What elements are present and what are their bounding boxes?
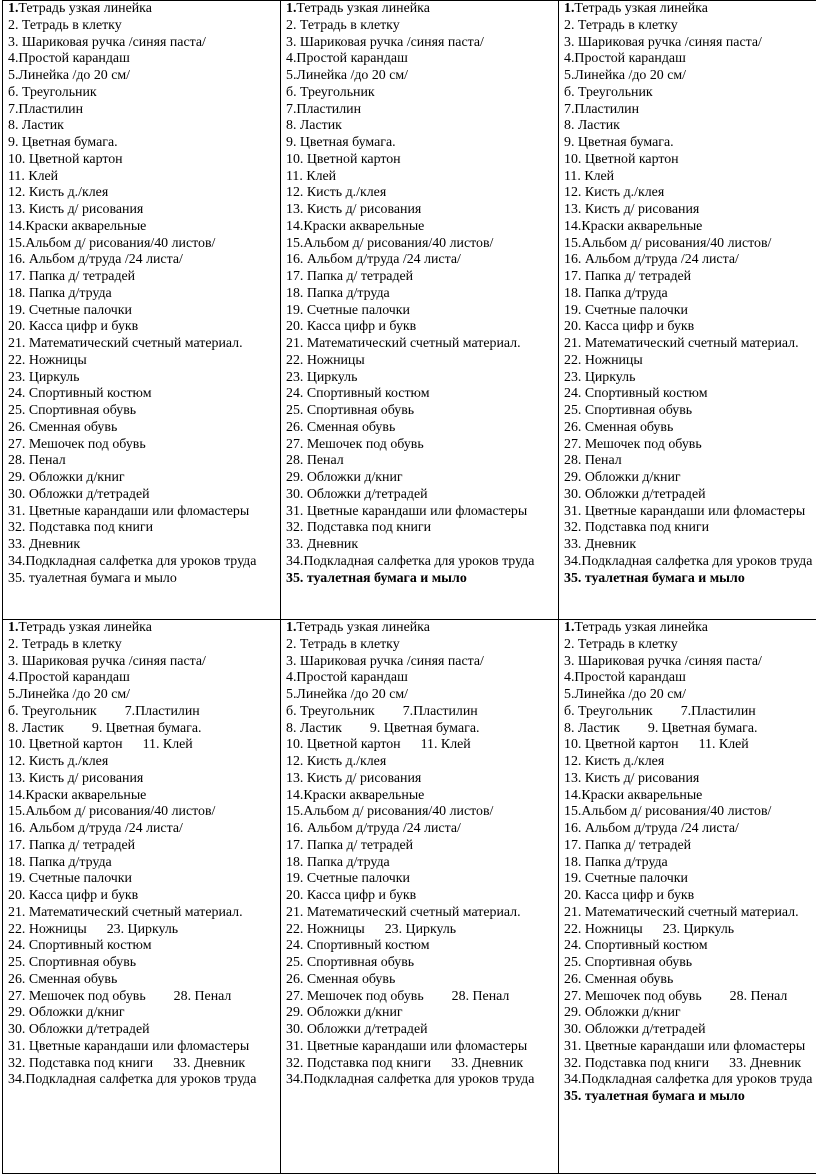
list-item: 29. Обложки д/книг <box>564 1005 681 1021</box>
list-item: 18. Папка д/труда <box>564 854 668 870</box>
list-item: 34.Подкладная салфетка для уроков труда <box>8 553 257 569</box>
list-item: 4.Простой карандаш <box>564 51 686 67</box>
list-item: 4.Простой карандаш <box>8 51 130 67</box>
list-item: 20. Касса цифр и букв <box>286 319 417 335</box>
list-item: 24. Спортивный костюм <box>564 938 708 954</box>
list-item: 18. Папка д/труда <box>8 854 112 870</box>
list-item: 24. Спортивный костюм <box>564 386 708 402</box>
list-item: 19. Счетные палочки <box>564 871 688 887</box>
list-item: 26. Сменная обувь <box>286 971 396 987</box>
list-item: 27. Мешочек под обувь 28. Пенал <box>286 988 510 1004</box>
list-item: б. Треугольник <box>564 84 653 100</box>
list-item: 29. Обложки д/книг <box>8 1005 125 1021</box>
list-item: 12. Кисть д./клея <box>564 185 665 201</box>
list-cell <box>3 620 281 1174</box>
list-item: 26. Сменная обувь <box>8 971 118 987</box>
list-item: 16. Альбом д/труда /24 листа/ <box>564 821 739 836</box>
list-item: 9. Цветная бумага. <box>564 135 674 150</box>
list-item: 33. Дневник <box>564 537 637 552</box>
table-row <box>3 620 816 1174</box>
list-item: 26. Сменная обувь <box>564 419 674 435</box>
list-item: 21. Математический счетный материал. <box>8 336 243 351</box>
list-item: 21. Математический счетный материал. <box>564 904 799 920</box>
list-item: б. Треугольник <box>8 84 97 100</box>
list-item: 24. Спортивный костюм <box>286 938 430 954</box>
list-item: 11. Клей <box>286 168 337 184</box>
list-item: 13. Кисть д/ рисования <box>286 770 422 786</box>
list-item: 32. Подставка под книги 33. Дневник <box>8 1055 246 1071</box>
list-item: 33. Дневник <box>8 537 81 552</box>
list-item: 2. Тетрадь в клетку <box>564 17 678 33</box>
list-item: 22. Ножницы 23. Циркуль <box>286 921 457 937</box>
list-item: 4.Простой карандаш <box>286 670 408 686</box>
list-item: 15.Альбом д/ рисования/40 листов/ <box>286 804 494 820</box>
list-item: 5.Линейка /до 20 см/ <box>8 68 131 83</box>
list-item: 30. Обложки д/тетрадей <box>286 486 428 502</box>
list-item: 18. Папка д/труда <box>286 285 390 301</box>
list-item: 22. Ножницы <box>564 352 643 368</box>
list-item: 22. Ножницы 23. Циркуль <box>8 921 179 937</box>
list-item: 33. Дневник <box>286 537 359 552</box>
list-item: 4.Простой карандаш <box>564 670 686 686</box>
list-item: 20. Касса цифр и букв <box>286 888 417 903</box>
list-item: 8. Ластик 9. Цветная бумага. <box>8 720 202 736</box>
list-item: 21. Математический счетный материал. <box>564 336 799 351</box>
list-item: 3. Шариковая ручка /синяя паста/ <box>286 34 484 50</box>
list-item: 17. Папка д/ тетрадей <box>286 837 414 853</box>
list-item: 8. Ластик <box>564 118 620 134</box>
list-item: 7.Пластилин <box>286 101 362 117</box>
list-item: 10. Цветной картон 11. Клей <box>8 737 193 753</box>
list-item: 23. Циркуль <box>8 369 80 385</box>
list-item: 17. Папка д/ тетрадей <box>8 269 136 284</box>
list-item: 3. Шариковая ручка /синяя паста/ <box>8 653 206 669</box>
list-item: 5.Линейка /до 20 см/ <box>286 687 409 702</box>
list-item: 29. Обложки д/книг <box>8 470 125 485</box>
list-item: 30. Обложки д/тетрадей <box>564 1022 706 1037</box>
list-item: 2. Тетрадь в клетку <box>8 636 122 652</box>
list-item: 16. Альбом д/труда /24 листа/ <box>8 821 183 836</box>
document-page <box>2 0 814 1175</box>
list-item: 8. Ластик 9. Цветная бумага. <box>564 720 758 736</box>
list-item: 24. Спортивный костюм <box>8 386 152 402</box>
list-cell <box>3 1 281 620</box>
list-item: 19. Счетные палочки <box>564 302 688 318</box>
list-cell <box>559 1 816 620</box>
list-item: 10. Цветной картон 11. Клей <box>286 737 471 753</box>
list-item: 32. Подставка под книги 33. Дневник <box>286 1055 524 1071</box>
list-item: 29. Обложки д/книг <box>286 1005 403 1021</box>
list-item: 27. Мешочек под обувь 28. Пенал <box>564 988 788 1004</box>
list-item: 14.Краски акварельные <box>286 787 425 803</box>
list-item: 1.Тетрадь узкая линейка <box>564 620 708 635</box>
list-item: 32. Подставка под книги <box>564 520 710 536</box>
list-item: 30. Обложки д/тетрадей <box>8 1022 150 1037</box>
list-item: 31. Цветные карандаши или фломастеры <box>8 1038 250 1054</box>
list-item: 25. Спортивная обувь <box>286 403 415 418</box>
list-item: 1.Тетрадь узкая линейка <box>8 1 152 16</box>
list-item: 35. туалетная бумага и мыло <box>564 1089 745 1104</box>
list-item: 16. Альбом д/труда /24 листа/ <box>564 252 739 268</box>
list-item: 13. Кисть д/ рисования <box>8 770 144 786</box>
list-item: 34.Подкладная салфетка для уроков труда <box>286 553 535 569</box>
list-item: 31. Цветные карандаши или фломастеры <box>564 503 806 519</box>
list-item: 2. Тетрадь в клетку <box>286 17 400 33</box>
list-item: б. Треугольник 7.Пластилин <box>8 703 200 719</box>
list-item: 30. Обложки д/тетрадей <box>8 486 150 502</box>
list-item: 28. Пенал <box>8 453 66 469</box>
list-item: 30. Обложки д/тетрадей <box>286 1022 428 1037</box>
list-item: 24. Спортивный костюм <box>8 938 152 954</box>
list-item: 31. Цветные карандаши или фломастеры <box>564 1038 806 1054</box>
list-cell <box>559 620 816 1174</box>
list-item: 22. Ножницы 23. Циркуль <box>564 921 735 937</box>
list-item: 14.Краски акварельные <box>8 787 147 803</box>
list-item: 5.Линейка /до 20 см/ <box>8 687 131 702</box>
list-item: 12. Кисть д./клея <box>286 754 387 769</box>
list-item: 31. Цветные карандаши или фломастеры <box>8 503 250 519</box>
list-item: 14.Краски акварельные <box>564 218 703 234</box>
list-item: 34.Подкладная салфетка для уроков труда <box>286 1072 535 1088</box>
list-item: 32. Подставка под книги <box>8 520 154 536</box>
list-item: 10. Цветной картон <box>8 151 123 167</box>
list-item: 16. Альбом д/труда /24 листа/ <box>286 252 461 268</box>
list-item: 5.Линейка /до 20 см/ <box>564 687 687 702</box>
list-item: 15.Альбом д/ рисования/40 листов/ <box>564 804 772 820</box>
list-item: 17. Папка д/ тетрадей <box>564 269 692 284</box>
list-item: 25. Спортивная обувь <box>286 955 415 970</box>
list-item: 13. Кисть д/ рисования <box>564 202 700 217</box>
list-cell <box>281 1 559 620</box>
list-item: 27. Мешочек под обувь <box>286 436 424 452</box>
list-item: 18. Папка д/труда <box>564 285 668 301</box>
list-item: 28. Пенал <box>564 453 622 469</box>
list-item: 29. Обложки д/книг <box>564 470 681 485</box>
list-item: 34.Подкладная салфетка для уроков труда <box>564 553 813 569</box>
list-item: 3. Шариковая ручка /синяя паста/ <box>286 653 484 669</box>
list-item: 15.Альбом д/ рисования/40 листов/ <box>564 235 772 251</box>
list-item: 18. Папка д/труда <box>8 285 112 301</box>
list-item: 17. Папка д/ тетрадей <box>8 837 136 853</box>
list-item: 3. Шариковая ручка /синяя паста/ <box>8 34 206 50</box>
list-item: 19. Счетные палочки <box>8 302 132 318</box>
list-item: 14.Краски акварельные <box>8 218 147 234</box>
list-item: 16. Альбом д/труда /24 листа/ <box>286 821 461 836</box>
list-item: 12. Кисть д./клея <box>286 185 387 201</box>
list-item: 4.Простой карандаш <box>8 670 130 686</box>
list-item: 25. Спортивная обувь <box>564 955 693 970</box>
list-item: 25. Спортивная обувь <box>8 955 137 970</box>
list-item: 19. Счетные палочки <box>286 302 410 318</box>
list-item: 2. Тетрадь в клетку <box>286 636 400 652</box>
list-item: 9. Цветная бумага. <box>8 135 118 150</box>
list-item: 12. Кисть д./клея <box>8 185 109 201</box>
list-item: 7.Пластилин <box>8 101 84 117</box>
list-item: 8. Ластик <box>8 118 64 134</box>
list-item: 34.Подкладная салфетка для уроков труда <box>8 1072 257 1088</box>
list-item: 13. Кисть д/ рисования <box>564 770 700 786</box>
list-item: 11. Клей <box>8 168 59 184</box>
supply-list-table <box>2 0 816 1174</box>
list-item: 20. Касса цифр и букв <box>8 319 139 335</box>
list-item: 13. Кисть д/ рисования <box>286 202 422 217</box>
list-item: 31. Цветные карандаши или фломастеры <box>286 503 528 519</box>
list-item: б. Треугольник <box>286 84 375 100</box>
list-item: 8. Ластик <box>286 118 342 134</box>
list-item: 10. Цветной картон 11. Клей <box>564 737 749 753</box>
list-item: 35. туалетная бумага и мыло <box>564 570 745 586</box>
list-item: 13. Кисть д/ рисования <box>8 202 144 217</box>
list-item: б. Треугольник 7.Пластилин <box>564 703 756 719</box>
list-item: 19. Счетные палочки <box>8 871 132 887</box>
list-item: 15.Альбом д/ рисования/40 листов/ <box>8 235 216 251</box>
list-item: 3. Шариковая ручка /синяя паста/ <box>564 34 762 50</box>
list-item: 11. Клей <box>564 168 615 184</box>
list-item: 21. Математический счетный материал. <box>286 336 521 351</box>
list-item: 16. Альбом д/труда /24 листа/ <box>8 252 183 268</box>
list-item: 15.Альбом д/ рисования/40 листов/ <box>8 804 216 820</box>
list-item: 10. Цветной картон <box>564 151 679 167</box>
list-item: 9. Цветная бумага. <box>286 135 396 150</box>
list-cell <box>281 620 559 1174</box>
list-item: 3. Шариковая ручка /синяя паста/ <box>564 653 762 669</box>
list-item: 30. Обложки д/тетрадей <box>564 486 706 502</box>
list-item: 10. Цветной картон <box>286 151 401 167</box>
list-item: 8. Ластик 9. Цветная бумага. <box>286 720 480 736</box>
list-item: 24. Спортивный костюм <box>286 386 430 402</box>
list-item: 20. Касса цифр и букв <box>564 319 695 335</box>
list-item: 32. Подставка под книги 33. Дневник <box>564 1055 802 1071</box>
list-item: 26. Сменная обувь <box>564 971 674 987</box>
list-item: 27. Мешочек под обувь <box>8 436 146 452</box>
list-item: 14.Краски акварельные <box>564 787 703 803</box>
list-item: 5.Линейка /до 20 см/ <box>286 68 409 83</box>
list-item: 35. туалетная бумага и мыло <box>286 570 467 586</box>
list-item: 26. Сменная обувь <box>286 419 396 435</box>
list-item: 20. Касса цифр и букв <box>564 888 695 903</box>
list-item: 5.Линейка /до 20 см/ <box>564 68 687 83</box>
list-item: 31. Цветные карандаши или фломастеры <box>286 1038 528 1054</box>
list-item: 19. Счетные палочки <box>286 871 410 887</box>
list-item: 4.Простой карандаш <box>286 51 408 67</box>
list-item: 17. Папка д/ тетрадей <box>286 269 414 284</box>
list-item: 32. Подставка под книги <box>286 520 432 536</box>
list-item: 35. туалетная бумага и мыло <box>8 570 177 586</box>
list-item: 14.Краски акварельные <box>286 218 425 234</box>
list-item: 1.Тетрадь узкая линейка <box>8 620 152 635</box>
list-item: 12. Кисть д./клея <box>8 754 109 769</box>
list-item: 23. Циркуль <box>286 369 358 385</box>
list-item: 20. Касса цифр и букв <box>8 888 139 903</box>
list-item: 26. Сменная обувь <box>8 419 118 435</box>
list-item: 12. Кисть д./клея <box>564 754 665 769</box>
list-item: 2. Тетрадь в клетку <box>564 636 678 652</box>
list-item: 27. Мешочек под обувь 28. Пенал <box>8 988 232 1004</box>
table-row <box>3 1 816 620</box>
list-item: 2. Тетрадь в клетку <box>8 17 122 33</box>
list-item: 18. Папка д/труда <box>286 854 390 870</box>
list-item: 1.Тетрадь узкая линейка <box>286 1 430 16</box>
list-item: 27. Мешочек под обувь <box>564 436 702 452</box>
list-item: б. Треугольник 7.Пластилин <box>286 703 478 719</box>
list-item: 25. Спортивная обувь <box>564 403 693 418</box>
list-item: 1.Тетрадь узкая линейка <box>286 620 430 635</box>
list-item: 17. Папка д/ тетрадей <box>564 837 692 853</box>
list-item: 22. Ножницы <box>286 352 365 368</box>
list-item: 25. Спортивная обувь <box>8 403 137 418</box>
list-item: 7.Пластилин <box>564 101 640 117</box>
list-item: 34.Подкладная салфетка для уроков труда <box>564 1072 813 1088</box>
list-item: 23. Циркуль <box>564 369 636 385</box>
list-item: 29. Обложки д/книг <box>286 470 403 485</box>
list-item: 28. Пенал <box>286 453 344 469</box>
list-item: 21. Математический счетный материал. <box>286 904 521 920</box>
list-item: 22. Ножницы <box>8 352 87 368</box>
list-item: 21. Математический счетный материал. <box>8 904 243 920</box>
list-item: 15.Альбом д/ рисования/40 листов/ <box>286 235 494 251</box>
list-item: 1.Тетрадь узкая линейка <box>564 1 708 16</box>
